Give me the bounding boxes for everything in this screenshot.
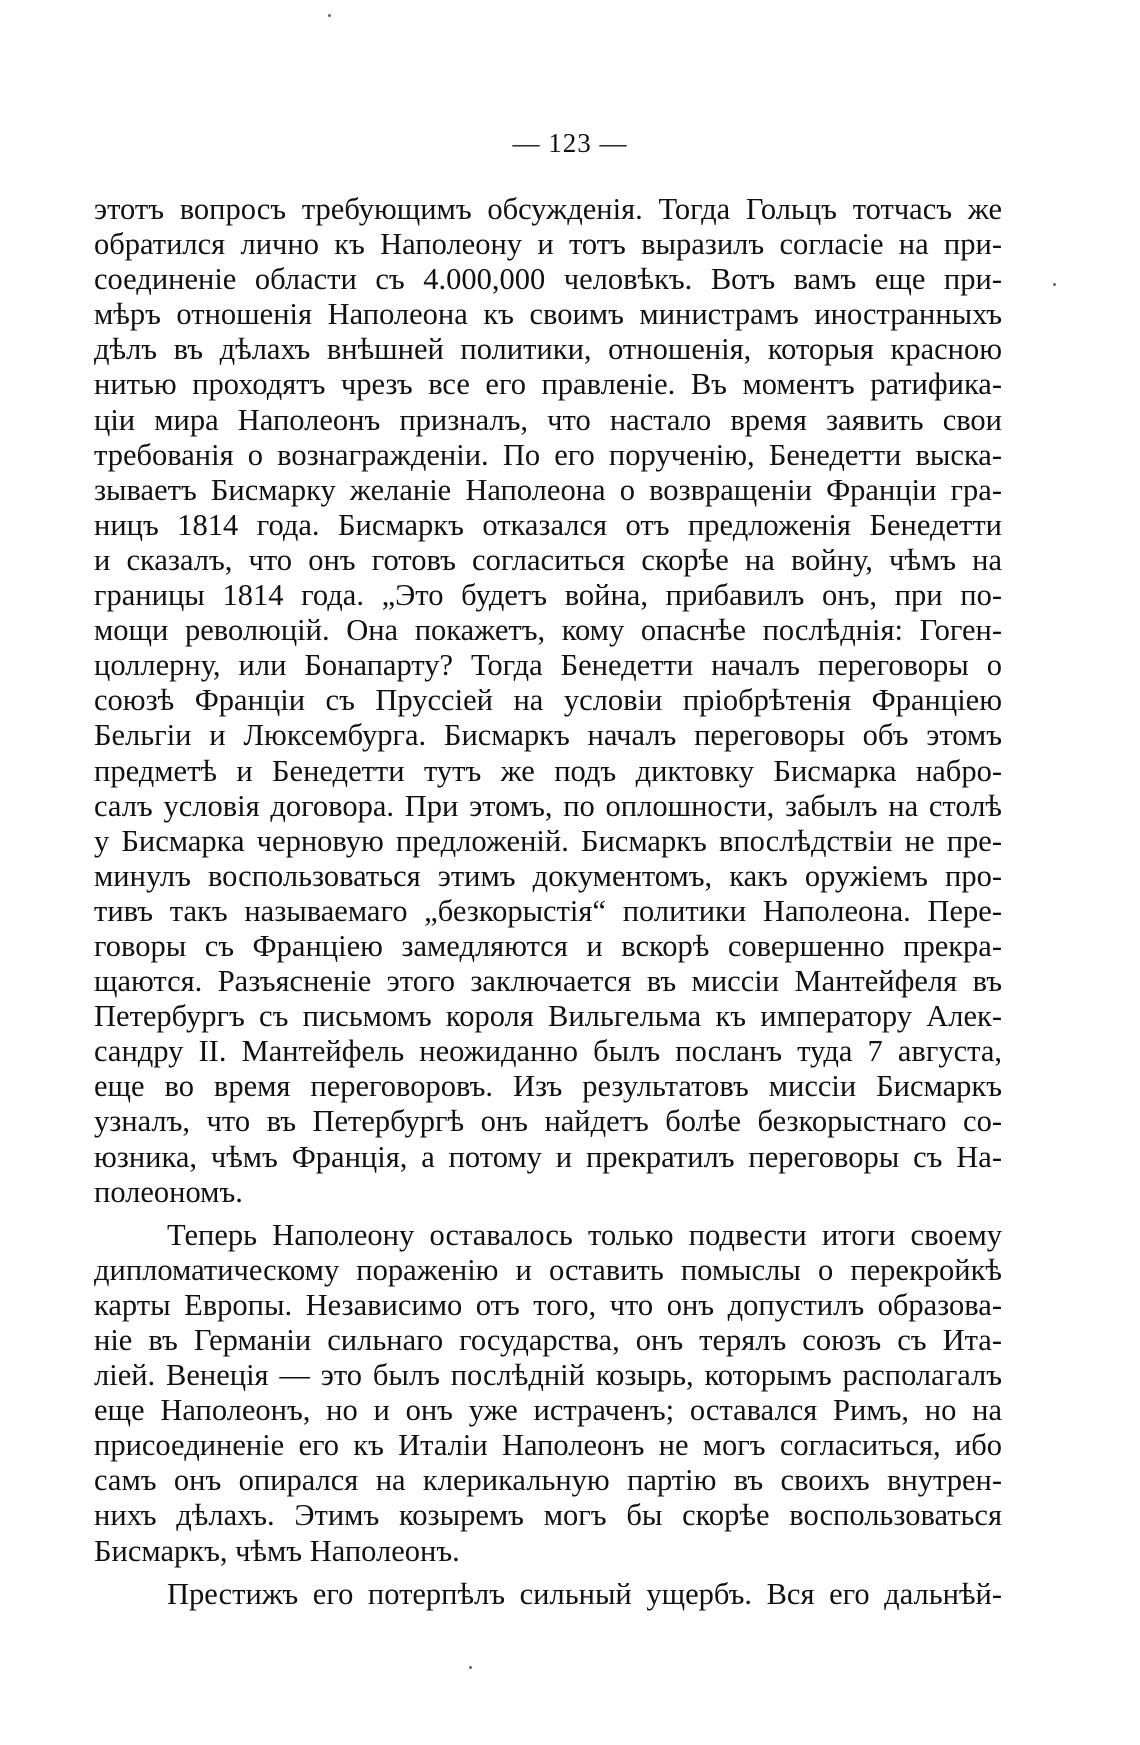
text-line: присоединеніе его къ Италіи Наполеонъ не могъ согласиться, ибо bbox=[94, 1428, 1002, 1463]
text-line: щаются. Разъясненіе этого заключается въ миссіи Мантейфеля въ bbox=[94, 964, 1002, 999]
text-line: мѣръ отношенія Наполеона къ своимъ министрамъ иностранныхъ bbox=[94, 297, 1002, 332]
text-line: салъ условія договора. При этомъ, по оплошности, забылъ на столѣ bbox=[94, 788, 1002, 823]
paragraph-2 bbox=[94, 1218, 1002, 1569]
text-line: дипломатическому пораженію и оставить помыслы о перекройкѣ bbox=[94, 1252, 1002, 1287]
text-line: союзѣ Франціи съ Пруссіей на условіи пріобрѣтенія Франціею bbox=[94, 683, 1002, 718]
text-line: ліей. Венеція — это былъ послѣдній козырь, которымъ располагалъ bbox=[94, 1358, 1002, 1393]
text-line: Бисмаркъ, чѣмъ Наполеонъ. bbox=[94, 1533, 460, 1568]
text-line: минулъ воспользоваться этимъ документомъ, какъ оружіемъ про- bbox=[94, 858, 1002, 893]
text-line: сандру II. Мантейфель неожиданно былъ посланъ туда 7 августа, bbox=[94, 1034, 1002, 1069]
text-line: нихъ дѣлахъ. Этимъ козыремъ могъ бы скорѣе воспользоваться bbox=[94, 1498, 1002, 1533]
paragraph-gap bbox=[94, 1210, 1002, 1218]
scan-speck bbox=[469, 1666, 472, 1669]
text-line: обратился лично къ Наполеону и тотъ выразилъ согласіе на при- bbox=[94, 227, 1002, 262]
text-line: Бельгіи и Люксембурга. Бисмаркъ началъ переговоры объ этомъ bbox=[94, 718, 1002, 753]
page-number: — 123 — bbox=[512, 128, 628, 158]
text-line: самъ онъ опирался на клерикальную партію въ своихъ внутрен- bbox=[94, 1463, 1002, 1498]
text-line: границы 1814 года. „Это будетъ война, прибавилъ онъ, при по- bbox=[94, 578, 1002, 613]
text-line: Петербургъ съ письмомъ короля Вильгельма къ императору Алек- bbox=[94, 999, 1002, 1034]
text-line: Престижъ его потерпѣлъ сильный ущербъ. Вся его дальнѣй- bbox=[167, 1576, 1002, 1611]
text-line: дѣлъ въ дѣлахъ внѣшней политики, отношенія, которыя красною bbox=[94, 332, 1002, 367]
text-line: полеономъ. bbox=[94, 1174, 243, 1209]
text-line: требованія о вознагражденіи. По его порученію, Бенедетти выска- bbox=[94, 437, 1002, 472]
text-line: предметѣ и Бенедетти тутъ же подъ диктовку Бисмарка набро- bbox=[94, 753, 1002, 788]
text-line: и сказалъ, что онъ готовъ согласиться скорѣе на войну, чѣмъ на bbox=[94, 542, 1002, 577]
paragraph-1 bbox=[94, 192, 1002, 1210]
text-line: ніе въ Германіи сильнаго государства, онъ терялъ союзъ съ Ита- bbox=[94, 1323, 1002, 1357]
text-line: зываетъ Бисмарку желаніе Наполеона о возвращеніи Франціи гра- bbox=[94, 472, 1002, 507]
text-line: говоры съ Франціею замедляются и вскорѣ совершенно прекра- bbox=[94, 928, 1002, 963]
text-line: карты Европы. Независимо отъ того, что онъ допустилъ образова- bbox=[94, 1287, 1002, 1322]
text-line: ницъ 1814 года. Бисмаркъ отказался отъ предложенія Бенедетти bbox=[94, 507, 1002, 542]
text-line: у Бисмарка черновую предложеній. Бисмаркъ впослѣдствіи не пре- bbox=[94, 823, 1002, 858]
text-line: этотъ вопросъ требующимъ обсужденія. Тогда Гольцъ тотчасъ же bbox=[94, 192, 1002, 226]
scan-speck bbox=[1053, 283, 1056, 286]
text-line: юзника, чѣмъ Франція, а потому и прекратилъ переговоры съ На- bbox=[94, 1139, 1002, 1174]
text-line: соединеніе области съ 4.000,000 человѣкъ. Вотъ вамъ еще при- bbox=[94, 262, 1002, 297]
text-line: Теперь Наполеону оставалось только подвести итоги своему bbox=[167, 1217, 1002, 1252]
scan-speck bbox=[328, 14, 331, 17]
text-line: еще во время переговоровъ. Изъ результатовъ миссіи Бисмаркъ bbox=[94, 1069, 1002, 1104]
text-line: тивъ такъ называемаго „безкорыстія“ политики Наполеона. Пере- bbox=[94, 893, 1002, 928]
text-line: узналъ, что въ Петербургѣ онъ найдетъ болѣе безкорыстнаго со- bbox=[94, 1104, 1002, 1139]
paragraph-gap bbox=[94, 1569, 1002, 1577]
text-line: нитью проходятъ чрезъ все его правленіе. Въ моментъ ратифика- bbox=[94, 367, 1002, 402]
body-text bbox=[94, 192, 1002, 1612]
text-line: ціи мира Наполеонъ призналъ, что настало время заявить свои bbox=[94, 402, 1002, 437]
paragraph-3 bbox=[94, 1577, 1002, 1612]
text-line: мощи революцій. Она покажетъ, кому опаснѣе послѣднія: Гоген- bbox=[94, 613, 1002, 648]
text-line: еще Наполеонъ, но и онъ уже истраченъ; оставался Римъ, но на bbox=[94, 1393, 1002, 1428]
text-line: цоллерну, или Бонапарту? Тогда Бенедетти началъ переговоры о bbox=[94, 648, 1002, 683]
